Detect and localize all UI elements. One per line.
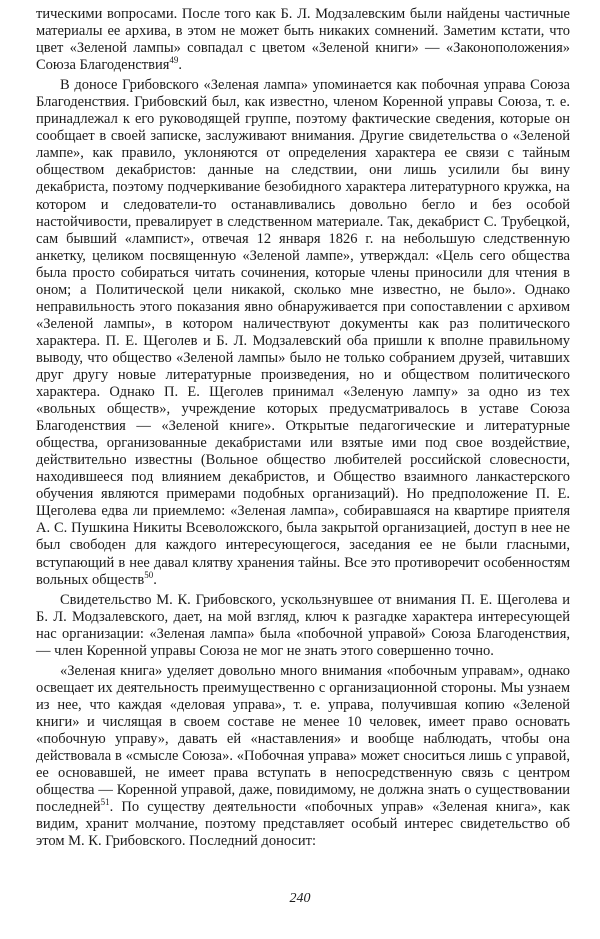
paragraph-green-book	[36, 663, 570, 851]
footnote-marker: 51	[100, 797, 110, 808]
footnote-marker: 50	[144, 569, 154, 580]
paragraph-gribovsky-testimony	[36, 592, 570, 660]
paragraph-continuation	[36, 6, 570, 74]
paragraph-text: В доносе Грибовского «Зеленая лампа» упоминается как побочная управа Союза Благоденствия. Грибовский был, как известно, членом Коренной управы Союза, т. е. принадлежал к его руководящей группе, поэтому фактические сведения, которые он сообщает в своей записке, заслуживают внимания. Другие свидетельства о «Зеленой лампе», как правило, уклоняются от определения характера ее связи с тайным обществом декабристов: данные на следствии, они лишь усилили бы вину декабриста, поэтому подчеркивание безобидного характера литературного кружка, на котором и следователи-то останавливались довольно бегло и без особой настойчивости, превалирует в следственном материале. Так, декабрист С. Трубецкой, сам бывший «лампист», отвечая 12 января 1826 г. на небольшую следственную анкетку, целиком посвященную «Зеленой лампе», утверждал: «Цель сего общества была просто собираться читать сочинения, которые члены приносили для чтения в оном; а Политической цели никакой, сколько мне известно, не было». Однако неправильность этого показания явно обнаруживается при сопоставлении с архивом «Зеленой лампы», в котором наличествуют документы как раз политического характера. П. Е. Щеголев и Б. Л. Модзалевский оба пришли к вполне правильному выводу, что общество «Зеленой лампы» было не только собранием друзей, читавших друг другу новые литературные произведения, но и обществом политического характера. Однако П. Е. Щеголев принимал «Зеленую лампу» за одно из тех «вольных обществ», учреждение которых предусматривалось в уставе Союза Благоденствия — «Зеленой книге». Открытые педагогические и литературные общества, организованные декабристами или взятые ими под свое воздействие, действительно известны (Вольное общество любителей российской словесности, находившееся под влиянием декабристов, и Общество взаимного ланкастерского обучения являются примерами подобных организаций). Но предположение П. Е. Щеголева едва ли приемлемо: «Зеленая лампа», собиравшаяся на квартире приятеля А. С. Пушкина Никиты Всеволожского, была закрытой организацией, доступ в нее не был свободен для каждого интересующегося, заседания ее не были гласными, вступающий в нее давал клятву хранения тайны. Все это противоречит особенностям вольных обществ	[36, 77, 570, 588]
paragraph-text: тическими вопросами. После того как Б. Л. Модзалевским были найдены частичные материалы ее архива, в этом не может быть никаких сомнений. Заметим кстати, что цвет «Зеленой лампы» совпадал с цветом «Зеленой книги» — «Законоположения» Союза Благоденствия	[36, 6, 570, 74]
paragraph-text: Свидетельство М. К. Грибовского, ускользнувшее от внимания П. Е. Щеголева и Б. Л. Модзалевского, дает, на мой взгляд, ключ к разгадке характера интересующей нас организации: «Зеленая лампа» была «побочной управой» Союза Благоденствия,— член Коренной управы Союза не мог не знать этого совершенно точно.	[36, 591, 570, 659]
paragraph-gribovsky-denunciation	[36, 77, 570, 588]
paragraph-tail: .	[153, 571, 157, 588]
page-number: 240	[289, 891, 311, 906]
paragraph-tail: . По существу деятельности «побочных управ» «Зеленая книга», как видим, хранит молчание, поэтому представляет особый интерес свидетельство об этом М. К. Грибовского. Последний доносит:	[36, 799, 570, 850]
footnote-marker: 49	[169, 55, 179, 66]
paragraph-tail: .	[178, 57, 183, 74]
paragraph-text: «Зеленая книга» уделяет довольно много внимания «побочным управам», однако освещает их деятельность преимущественно с организационной стороны. Мы узнаем из нее, что каждая «деловая управа», т. е. управа, получившая копию «Зеленой книги» и числящая в своем составе не менее 10 человек, имеет право основать «побочную управу», давать ей «наставления» и вообще наблюдать, чтобы она действовала в «смысле Союза». «Побочная управа» может сноситься лишь с управой, ее основавшей, не имеет права вступать в непосредственную связь с центром общества — Коренной управой, даже, повидимому, не должна знать о существовании последней	[36, 662, 570, 816]
